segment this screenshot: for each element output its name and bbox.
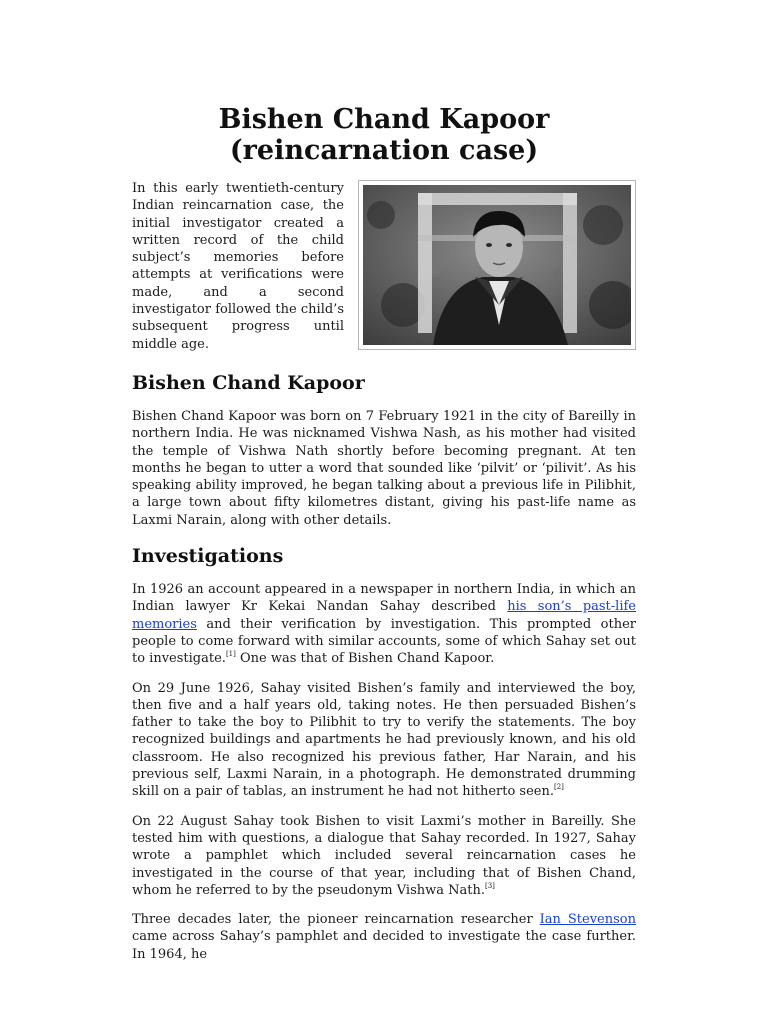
paragraph: Bishen Chand Kapoor was born on 7 February 1921 in the city of Bareilly in northern India. He was nicknamed Vishwa Nash, as his mother had visited the temple of Vishwa Nath shortly before becoming pregnant. At ten months he began to utter a word that sounded like ‘pilvit’ or ‘pilivit’. As his speaking ability improved, he began talking about a previous life in Pilibhit, a large town about fifty kilometres distant, giving his past-life name as Laxmi Narain, along with other details.: [132, 409, 636, 528]
paragraph: [132, 911, 636, 963]
section-heading: Investigations: [132, 545, 284, 568]
paragraph: [132, 680, 636, 801]
section-heading: Bishen Chand Kapoor: [132, 372, 365, 394]
citation-ref[interactable]: [1]: [225, 650, 236, 659]
paragraph-text: and their verification by investigation. This prompted other people to come forward with similar accounts, some of which Sahay set out to investigate.: [132, 616, 636, 667]
link-sons-past-life-memories[interactable]: his son’s past-life memories: [132, 599, 636, 632]
paragraph-text: Three decades later, the pioneer reincarnation researcher: [132, 912, 540, 928]
intro-paragraph: In this early twentieth-century Indian reincarnation case, the initial investigator created a written record of the child subject’s memories before attempts at verifications were made, and a second investigator followed the child’s subsequent progress until middle age.: [132, 181, 344, 352]
citation-ref[interactable]: [2]: [554, 783, 564, 792]
portrait-photo: [363, 185, 631, 345]
paragraph-text: One was that of Bishen Chand Kapoor.: [235, 651, 495, 667]
paragraph-text: In 1926 an account appeared in a newspaper in northern India, in which an Indian lawyer Kr Kekai Nandan Sahay described: [132, 582, 636, 615]
figure-frame: [358, 180, 636, 350]
link-ian-stevenson[interactable]: Ian Stevenson: [539, 912, 636, 928]
paragraph-text: On 22 August Sahay took Bishen to visit Laxmi’s mother in Bareilly. She tested him with questions, a dialogue that Sahay recorded. In 1927, Sahay wrote a pamphlet which included several reincarnation cases he investigated in the course of that year, including that of Bishen Chand, whom he referred to by the pseudonym Vishwa Nath.: [132, 813, 636, 898]
article: [132, 104, 636, 975]
article-title: Bishen Chand Kapoor (reincarnation case): [218, 104, 550, 166]
paragraph: [132, 581, 636, 667]
paragraph-text: On 29 June 1926, Sahay visited Bishen’s family and interviewed the boy, then five and a half years old, taking notes. He then persuaded Bishen’s father to take the boy to Pilibhit to try to verify the statements. The boy recognized buildings and apartments he had previously known, and his old classroom. He also recognized his previous father, Har Narain, and his previous self, Laxmi Narain, in a photograph. He demonstrated drumming skill on a pair of tablas, an instrument he had not hitherto seen.: [132, 680, 636, 800]
citation-ref[interactable]: [3]: [485, 881, 495, 890]
paragraph: [132, 813, 636, 899]
paragraph-text: came across Sahay’s pamphlet and decided to investigate the case further. In 1964, he: [132, 929, 636, 962]
intro-block: [132, 180, 636, 356]
